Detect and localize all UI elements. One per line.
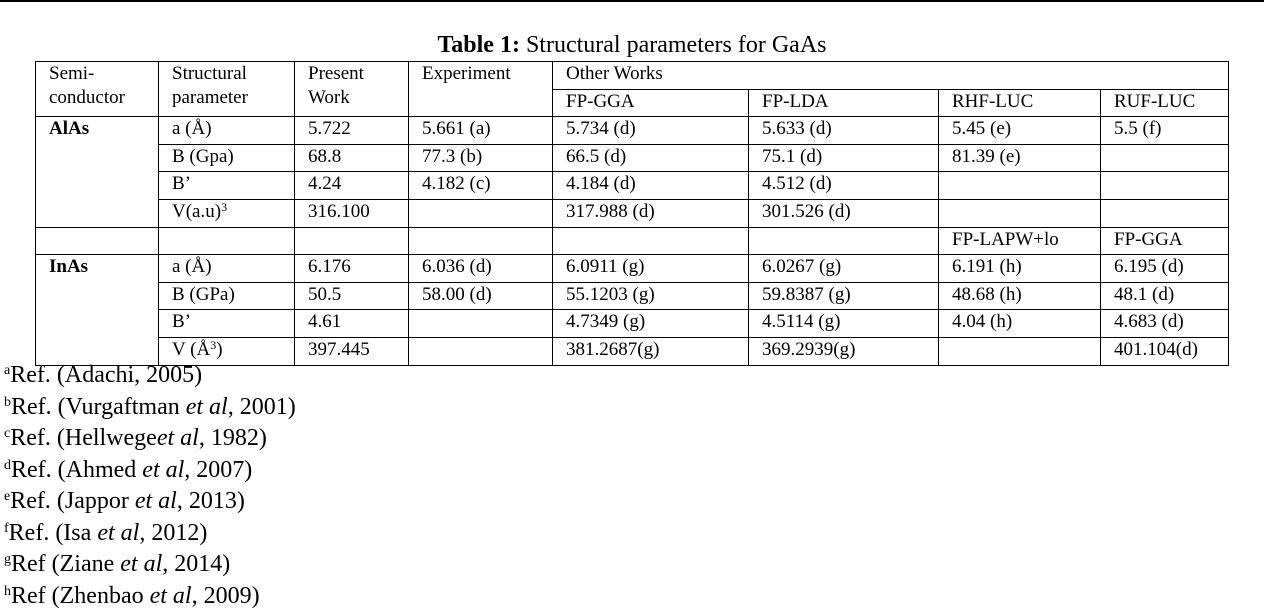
empty-cell [749, 227, 939, 255]
present-cell: 316.100 [295, 199, 409, 227]
table-row [36, 172, 1229, 200]
header-ruf-luc: RUF-LUC [1101, 89, 1229, 117]
param-cell: $V(a.u)^3$ [159, 199, 295, 227]
fp-gga-cell: 5.734 (d) [553, 117, 749, 145]
other-cell: 6.0267 (g) [749, 255, 939, 283]
footnotes [4, 360, 296, 612]
footnote: $^f$Ref. (Isa et al, 2012) [4, 519, 208, 546]
other-cell: 48.68 (h) [939, 282, 1101, 310]
present-cell: 68.8 [295, 144, 409, 172]
present-cell: 6.176 [295, 255, 409, 283]
rhf-luc-cell: 5.45 (e) [939, 117, 1101, 145]
rhf-luc-cell [939, 199, 1101, 227]
footnote: $^g$Ref (Ziane et al, 2014) [4, 551, 231, 577]
other-cell: 6.195 (d) [1101, 255, 1229, 283]
other-cell: 4.5114 (g) [749, 310, 939, 338]
other-cell: 55.1203 (g) [553, 282, 749, 310]
fp-lda-cell: 5.633 (d) [749, 117, 939, 145]
top-rule [0, 0, 1264, 2]
header-rhf-luc: RHF-LUC [939, 89, 1101, 117]
ruf-luc-cell [1101, 199, 1229, 227]
fp-lda-cell: 4.512 (d) [749, 172, 939, 200]
present-cell: 5.722 [295, 117, 409, 145]
other-cell: 369.2939(g) [749, 337, 939, 365]
footnote: $^c$Ref. (Hellwegeet al, 1982) [4, 425, 267, 451]
param-cell: B’ [159, 310, 295, 338]
empty-cell [295, 227, 409, 255]
param-cell: a (Å) [159, 117, 295, 145]
footnote: $^h$Ref (Zhenbao et al, 2009) [4, 582, 260, 609]
table-row [36, 144, 1229, 172]
other-cell: 381.2687(g) [553, 337, 749, 365]
rhf-luc-cell [939, 172, 1101, 200]
header-other-works: Other Works [553, 62, 1229, 90]
fp-gga-cell: 4.184 (d) [553, 172, 749, 200]
other-cell: 4.683 (d) [1101, 310, 1229, 338]
experiment-cell [409, 199, 553, 227]
fp-gga-cell: 66.5 (d) [553, 144, 749, 172]
other-cell: 6.0911 (g) [553, 255, 749, 283]
experiment-cell: 4.182 (c) [409, 172, 553, 200]
header-semiconductor: Semi- conductor [36, 62, 159, 117]
ruf-luc-cell [1101, 144, 1229, 172]
other-cell: 4.04 (h) [939, 310, 1101, 338]
param-cell: V $(Å^3)$ [159, 337, 295, 365]
ruf-luc-cell: 5.5 (f) [1101, 117, 1229, 145]
param-cell: B (Gpa) [159, 144, 295, 172]
experiment-cell: 77.3 (b) [409, 144, 553, 172]
header-fp-gga: FP-GGA [553, 89, 749, 117]
semiconductor-inas: InAs [36, 255, 159, 365]
rhf-luc-cell: 81.39 (e) [939, 144, 1101, 172]
other-cell: 6.191 (h) [939, 255, 1101, 283]
ruf-luc-cell [1101, 172, 1229, 200]
other-cell: 4.7349 (g) [553, 310, 749, 338]
other-cell: 401.104(d) [1101, 337, 1229, 365]
fp-lda-cell: 301.526 (d) [749, 199, 939, 227]
fp-lda-cell: 75.1 (d) [749, 144, 939, 172]
semiconductor-alas: AlAs [36, 117, 159, 227]
empty-cell [553, 227, 749, 255]
experiment-cell [409, 310, 553, 338]
inas-subheader-row [36, 227, 1229, 255]
footnote: $^a$Ref. (Adachi, 2005) [4, 362, 203, 388]
fp-gga-cell: 317.988 (d) [553, 199, 749, 227]
present-cell: 4.61 [295, 310, 409, 338]
footnote: $^b$Ref. (Vurgaftman et al, 2001) [4, 393, 296, 420]
footnote: $^d$Ref. (Ahmed et al, 2007) [4, 456, 253, 483]
header-fp-lda: FP-LDA [749, 89, 939, 117]
table-row [36, 117, 1229, 145]
other-cell: 59.8387 (g) [749, 282, 939, 310]
experiment-cell: 5.661 (a) [409, 117, 553, 145]
caption-text: Structural parameters for GaAs [519, 32, 827, 58]
table-caption [0, 30, 1264, 60]
experiment-cell: 58.00 (d) [409, 282, 553, 310]
header-fp-lapw-lo: FP-LAPW+lo [939, 227, 1101, 255]
header-structural-parameter: Structural parameter [159, 62, 295, 117]
structural-parameters-table [35, 61, 1229, 366]
table-row [36, 199, 1229, 227]
other-cell: 48.1 (d) [1101, 282, 1229, 310]
header-row-1 [36, 62, 1229, 90]
table-row [36, 282, 1229, 310]
header-fp-gga-inas: FP-GGA [1101, 227, 1229, 255]
header-present-work: Present Work [295, 62, 409, 117]
present-cell: 4.24 [295, 172, 409, 200]
param-cell: B’ [159, 172, 295, 200]
header-experiment: Experiment [409, 62, 553, 117]
present-cell: 397.445 [295, 337, 409, 365]
experiment-cell [409, 337, 553, 365]
table-row [36, 310, 1229, 338]
footnote: $^e$Ref. (Jappor et al, 2013) [4, 488, 245, 514]
param-cell: B (GPa) [159, 282, 295, 310]
experiment-cell: 6.036 (d) [409, 255, 553, 283]
other-cell [939, 337, 1101, 365]
empty-cell [159, 227, 295, 255]
param-cell: a (Å) [159, 255, 295, 283]
empty-cell [36, 227, 159, 255]
empty-cell [409, 227, 553, 255]
table-row [36, 255, 1229, 283]
present-cell: 50.5 [295, 282, 409, 310]
caption-label: Table 1: [437, 32, 520, 58]
